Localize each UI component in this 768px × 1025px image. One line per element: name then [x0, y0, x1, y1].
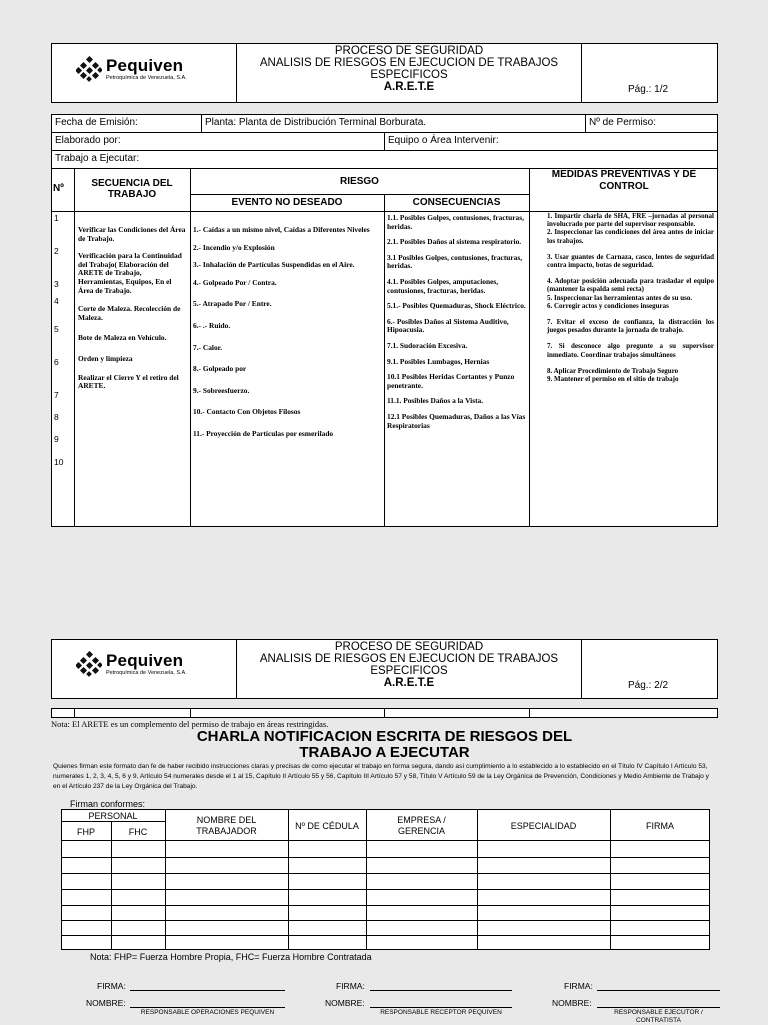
fuerza-note: Nota: FHP= Fuerza Hombre Propia, FHC= Fuerza Hombre Contratada: [90, 952, 372, 962]
list-item: Realizar el Cierre Y el retiro del ARETE.: [78, 372, 179, 391]
header-line1: PROCESO DE SEGURIDAD: [334, 45, 484, 57]
page-number-1: Pág.: 1/2: [628, 84, 669, 95]
header-line2: ANALISIS DE RIESGOS EN EJECUCION DE TRABAJOS: [259, 57, 559, 69]
list-item: 10.- Contacto Con Objetos Filosos: [193, 407, 301, 417]
col-especialidad-header: ESPECIALIDAD: [510, 821, 577, 831]
trabajo-label: Trabajo a Ejecutar:: [55, 153, 140, 164]
list-item: 1. Impartir charla de SHA, FRE –jornadas al personal involucrado por parte del supervisor responsable.: [547, 212, 714, 229]
list-item: 3. Usar guantes de Carnaza, casco, lentes de seguridad contra impacto, botas de seguridad.: [547, 252, 714, 270]
page-number-2: Pág.: 2/2: [628, 680, 669, 691]
list-item: 1.1. Posibles Golpes, contusiones, fracturas, heridas.: [387, 213, 524, 231]
pequiven-logo-icon: [76, 56, 102, 82]
row-number: 10: [54, 457, 64, 467]
charla-title: [51, 729, 718, 761]
resp-ejecutor: RESPONSABLE EJECUTOR / CONTRATISTA: [614, 1009, 703, 1024]
col-evento-header: EVENTO NO DESEADO: [231, 197, 343, 208]
row-number: 8: [54, 412, 59, 422]
list-item: 9.- Sobreesfuerzo.: [193, 385, 250, 395]
list-item: 8. Aplicar Procedimiento de Trabajo Seguro: [547, 366, 679, 375]
col-fhc-header: FHC: [128, 827, 148, 837]
brand-name: Pequiven: [106, 55, 184, 75]
col-no-header: Nº: [53, 183, 64, 194]
list-item: Verificar las Condiciones del Área de Trabajo.: [78, 225, 186, 243]
col-nombre-header: NOMBRE DEL TRABAJADOR: [196, 815, 257, 836]
elaborado-label: Elaborado por:: [55, 135, 121, 146]
pequiven-logo: [76, 56, 187, 82]
list-item: 9.1. Posibles Lumbagos, Hernias: [387, 356, 490, 366]
list-item: 4.1. Posibles Golpes, amputaciones, contusiones, fracturas, heridas.: [387, 276, 499, 295]
firma-label: FIRMA:: [97, 981, 126, 991]
row-number: 1: [54, 213, 59, 223]
legal-text: Quienes firman este formato dan fe de haber recibido instrucciones claras y precisas de como ejecutar el trabajo en forma segura, dando así cumplimiento a lo establecido a lo establecido en el Título IV Capítulo I Artículo 53, numerales 1, 2, 3, 4, 5, 6 y 9, Artículo 54 numerales desde el 1 al 15, Capítulo II Artículo 55 y 56, Capítulo III Artículo 57 y 58, Título V Artículo 59 de la Ley Orgánica de Prevención, Condiciones y Medio Ambiente de Trabajo y en el Artículo 237 de la Ley Orgánica del Trabajo.: [53, 763, 709, 790]
resp-receptor: RESPONSABLE RECEPTOR PEQUIVEN: [380, 1009, 502, 1016]
list-item: 7.- Calor.: [193, 342, 223, 352]
list-item: 5.1.- Posibles Quemaduras, Shock Eléctrico.: [387, 301, 526, 311]
col-empresa-header: EMPRESA / GERENCIA: [397, 815, 446, 836]
col-riesgo-header: RIESGO: [340, 176, 379, 187]
list-item: 10.1 Posibles Heridas Cortantes y Punzo penetrante.: [387, 372, 515, 390]
pequiven-logo-icon: [76, 651, 102, 677]
list-item: Orden y limpieza: [78, 353, 133, 363]
col-firma-header: FIRMA: [646, 821, 674, 831]
list-item: 7.1. Sudoración Excesiva.: [387, 340, 468, 350]
firma-label: FIRMA:: [564, 981, 593, 991]
firman-label: Firman conformes:: [70, 799, 146, 809]
nombre-label: NOMBRE:: [86, 998, 126, 1008]
col-secuencia-header: SECUENCIA DEL TRABAJO: [91, 178, 173, 200]
nombre-label: NOMBRE:: [325, 998, 365, 1008]
header-line4: A.R.E.T.E: [383, 81, 435, 93]
header-line3: ESPECIFICOS: [370, 665, 448, 677]
list-item: 1.- Caídas a un mismo nivel, Caídas a Diferentes Niveles: [193, 225, 370, 234]
row-number: 7: [54, 390, 59, 400]
brand-subtitle: Petroquímica de Venezuela, S.A.: [106, 669, 187, 676]
eventos-list: [193, 226, 382, 439]
secuencia-list: [78, 226, 186, 391]
list-item: 6. Corregir actos y condiciones inseguras: [547, 301, 669, 310]
row-number: 4: [54, 296, 59, 306]
row-number: 6: [54, 357, 59, 367]
medidas-list: [547, 212, 714, 383]
charla-title-line2: TRABAJO A EJECUTAR: [299, 744, 470, 761]
charla-title-line1: CHARLA NOTIFICACION ESCRITA DE RIESGOS DEL: [196, 728, 573, 745]
header-line1: PROCESO DE SEGURIDAD: [334, 641, 484, 653]
list-item: Corte de Maleza. Recolección de Maleza.: [78, 304, 181, 322]
planta-label: Planta: Planta de Distribución Terminal Borburata.: [205, 117, 427, 128]
list-item: 4. Adoptar posición adecuada para trasladar el equipo (mantener la espalda semi recta): [547, 277, 714, 294]
arete-note: Nota: El ARETE es un complemento del permiso de trabajo en áreas restringidas.: [51, 719, 329, 729]
equipo-label: Equipo o Área Intervenir:: [388, 135, 499, 146]
list-item: 6.- .- Ruido.: [193, 320, 231, 330]
list-item: 8.- Golpeado por: [193, 364, 247, 374]
list-item: Verificación para la Continuidad del Trabajo( Elaboración del ARETE de Trabajo, Herramientas, Equipos, En el Área de Trabajo.: [78, 251, 182, 295]
nombre-label: NOMBRE:: [552, 998, 592, 1008]
list-item: 7. Evitar el exceso de confianza, la distracción los juegos pesados durante la jornada de trabajo.: [547, 318, 714, 335]
consecuencias-list: [387, 214, 527, 430]
row-number: 5: [54, 324, 59, 334]
list-item: 12.1 Posibles Quemaduras, Daños a las Vías Respiratorias: [387, 411, 526, 430]
list-item: 6.- Posibles Daños al Sistema Auditivo, Hipoacusia.: [387, 316, 509, 335]
brand-name: Pequiven: [106, 650, 184, 670]
list-item: 9. Mantener el permiso en el sitio de trabajo: [547, 375, 679, 384]
list-item: 2. Inspeccionar las condiciones del área antes de iniciar los trabajos.: [547, 228, 714, 245]
list-item: 2.1. Posibles Daños al sistema respiratorio.: [387, 237, 522, 247]
col-fhp-header: FHP: [77, 827, 95, 837]
list-item: 7. Si desconoce algo pregunte a su supervisor inmediato. Coordinar trabajos simultáneos: [547, 342, 714, 359]
header-line4: A.R.E.T.E: [383, 677, 435, 689]
list-item: Bote de Maleza en Vehículo.: [78, 333, 167, 343]
pequiven-logo: [76, 651, 187, 677]
list-item: 3.- Inhalación de Partículas Suspendidas en el Aire.: [193, 260, 355, 270]
list-item: 11.1. Posibles Daños a la Vista.: [387, 396, 484, 406]
row-number: 2: [54, 246, 59, 256]
col-cedula-header: Nº DE CÉDULA: [295, 821, 359, 831]
resp-operaciones: RESPONSABLE OPERACIONES PEQUIVEN: [140, 1009, 275, 1016]
permiso-label: Nº de Permiso:: [589, 117, 657, 128]
list-item: 2.- Incendio y/o Explosión: [193, 242, 275, 252]
col-medidas-header: MEDIDAS PREVENTIVAS Y DE CONTROL: [551, 169, 697, 192]
brand-subtitle: Petroquímica de Venezuela, S.A.: [106, 74, 187, 81]
list-item: 4.- Golpeado Por / Contra.: [193, 277, 277, 287]
fecha-emision-label: Fecha de Emisión:: [55, 117, 138, 128]
list-item: 3.1 Posibles Golpes, contusiones, fracturas, heridas.: [387, 252, 523, 271]
list-item: 11.- Proyección de Partículas por esmerilado: [193, 428, 334, 438]
row-number: 3: [54, 279, 59, 289]
header-line3: ESPECIFICOS: [370, 69, 448, 81]
header-line2: ANALISIS DE RIESGOS EN EJECUCION DE TRABAJOS: [259, 653, 559, 665]
col-personal-header: PERSONAL: [88, 811, 138, 821]
list-item: 5. Inspeccionar las herramientas antes de su uso.: [547, 293, 693, 302]
row-number: 9: [54, 434, 59, 444]
col-consecuencias-header: CONSECUENCIAS: [412, 197, 501, 208]
list-item: 5.- Atrapado Por / Entre.: [193, 299, 272, 309]
firma-label: FIRMA:: [336, 981, 365, 991]
